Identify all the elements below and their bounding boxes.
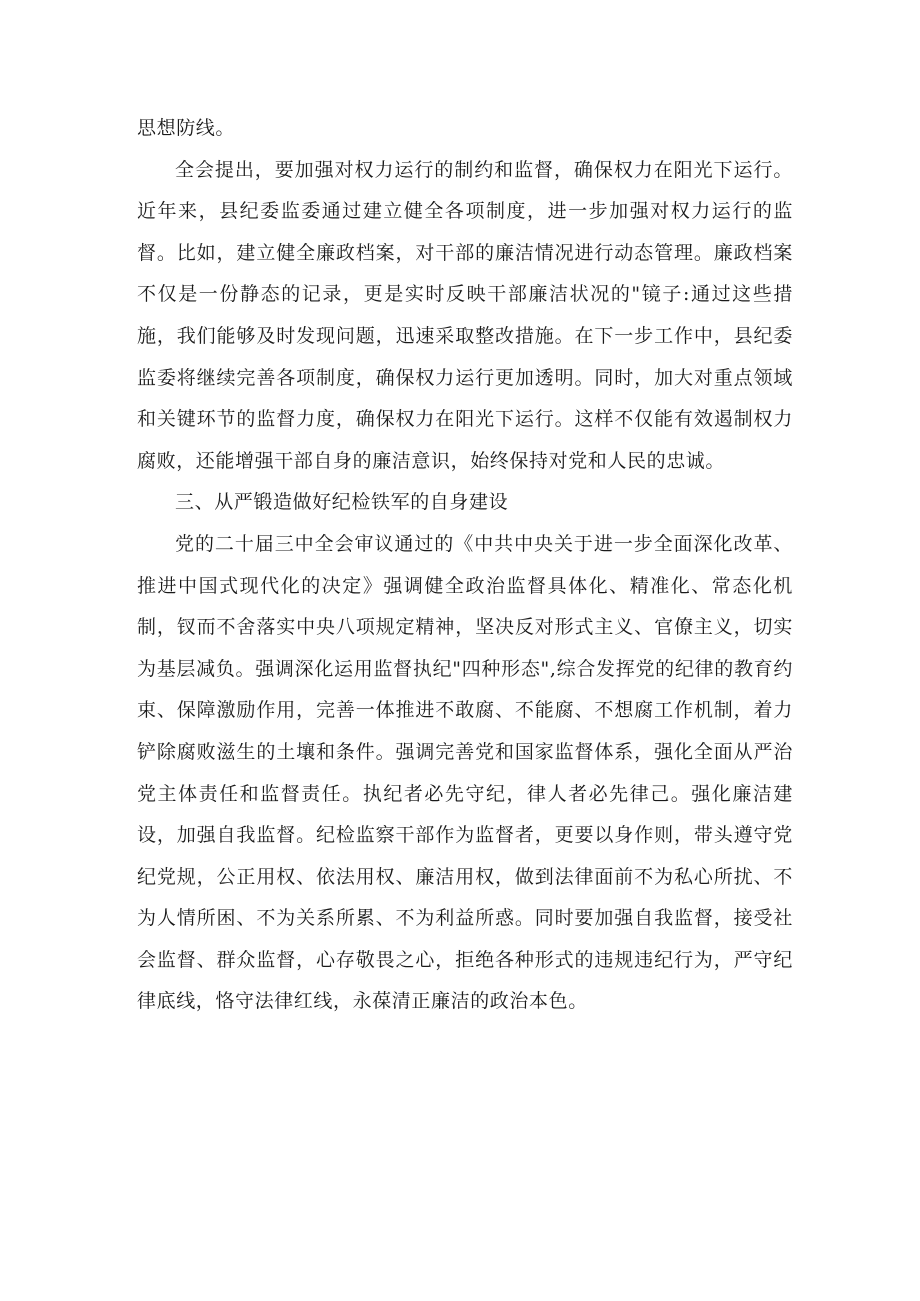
document-body	[137, 108, 793, 1023]
section-heading-three: 三、从严锻造做好纪检铁军的自身建设	[175, 491, 509, 514]
paragraph-continuation: 思想防线。	[137, 117, 236, 139]
paragraph-self-construction: 党的二十届三中全会审议通过的《中共中央关于进一步全面深化改革、推进中国式现代化的决定》强调健全政治监督具体化、精准化、常态化机制，钗而不舍落实中央八项规定精神，坚决反对形式主义、官僚主义，切实为基层减负。强调深化运用监督执纪"四种形态",综合发挥党的纪律的教育约束、保障激励作用，完善一体推进不敢腐、不能腐、不想腐工作机制，着力铲除腐败滋生的土壤和条件。强调完善党和国家监督体系，强化全面从严治党主体责任和监督责任。执纪者必先守纪，律人者必先律己。强化廉洁建设，加强自我监督。纪检监察干部作为监督者，更要以身作则，带头遵守党纪党规，公正用权、依法用权、廉洁用权，做到法律面前不为私心所扰、不为人情所困、不为关系所累、不为利益所惑。同时要加强自我监督，接受社会监督、群众监督，心存敬畏之心，拒绝各种形式的违规违纪行为，严守纪律底线，恪守法律红线，永葆清正廉洁的政治本色。	[137, 532, 793, 1013]
paragraph-power-supervision: 全会提出，要加强对权力运行的制约和监督，确保权力在阳光下运行。近年来，县纪委监委通过建立健全各项制度，进一步加强对权力运行的监督。比如，建立健全廉政档案，对干部的廉洁情况进行动态管理。廉政档案不仅是一份静态的记录，更是实时反映干部廉洁状况的"镜子:通过这些措施，我们能够及时发现问题，迅速采取整改措施。在下一步工作中，县纪委监委将继续完善各项制度，确保权力运行更加透明。同时，加大对重点领域和关键环节的监督力度，确保权力在阳光下运行。这样不仅能有效遏制权力腐败，还能增强干部自身的廉洁意识，始终保持对党和人民的忠诚。	[137, 158, 793, 472]
